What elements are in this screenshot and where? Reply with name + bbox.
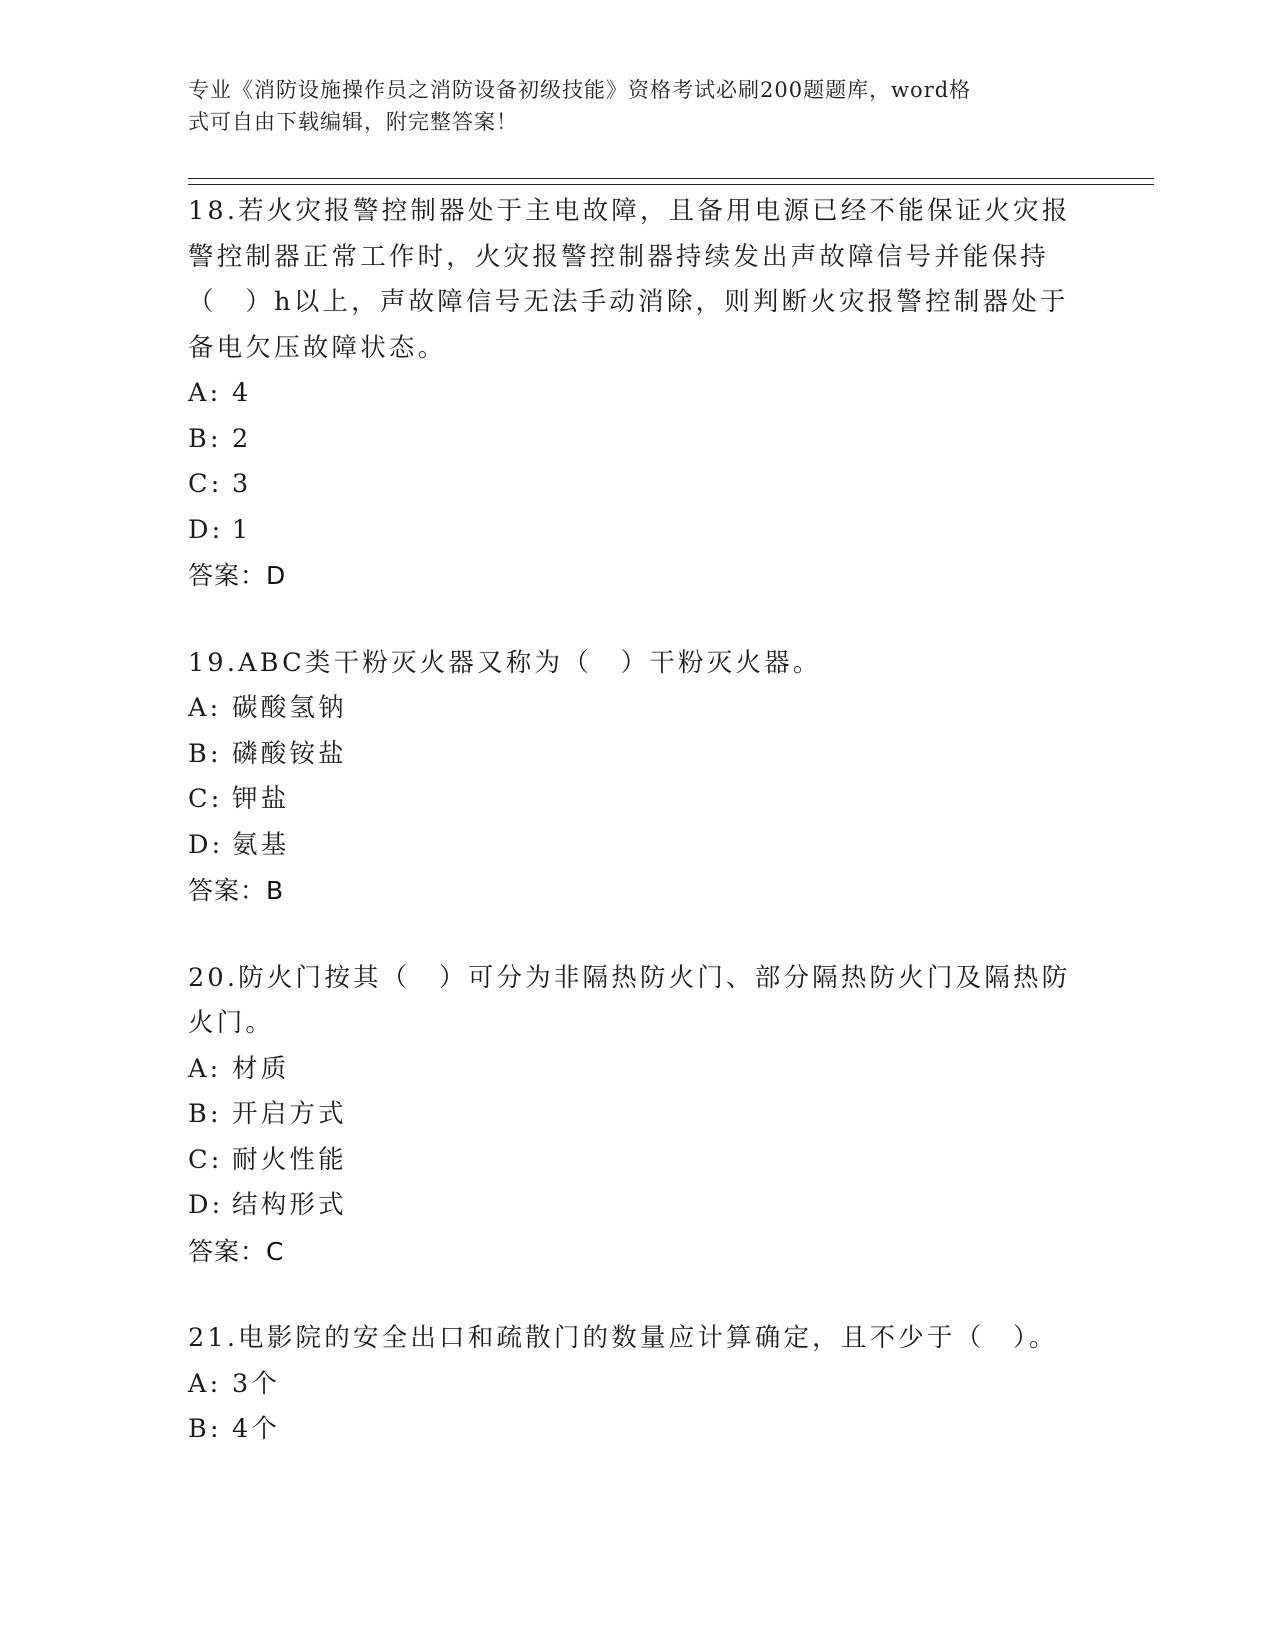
option-key: C: <box>188 469 223 499</box>
option-text: 4个 <box>232 1414 281 1444</box>
option-text: 钾盐 <box>232 784 290 814</box>
option-key: D: <box>188 514 224 545</box>
option-text: 材质 <box>232 1053 290 1084</box>
option-key: C: <box>188 1144 223 1175</box>
question-stem: 18.若火灾报警控制器处于主电故障，且备用电源已经不能保证火灾报警控制器正常工作时，火灾报警控制器持续发出声故障信号并能保持（ ）h以上，声故障信号无法手动消除，则判断火灾报警控制器处于备电欠压故障状态。 <box>188 196 1071 363</box>
option-text: 3个 <box>232 1368 281 1399</box>
option-key: A: <box>188 693 222 723</box>
option-a <box>188 1047 1088 1093</box>
option-a <box>188 1362 1088 1408</box>
option-d <box>188 823 1088 869</box>
option-text: 开启方式 <box>232 1099 347 1129</box>
option-key: D: <box>188 829 224 860</box>
option-text: 1 <box>232 514 252 545</box>
header-divider-top <box>188 178 1154 179</box>
option-key: A: <box>188 378 222 408</box>
option-a <box>188 371 1088 417</box>
document-header <box>188 74 1078 138</box>
option-text: 4 <box>232 378 252 408</box>
option-c <box>188 462 1088 508</box>
option-c <box>188 777 1088 823</box>
option-text: 磷酸铵盐 <box>232 738 347 769</box>
question-stem: 20.防火门按其（ ）可分为非隔热防火门、部分隔热防火门及隔热防火门。 <box>188 962 1071 1038</box>
header-title-line-1: 专业《消防设施操作员之消防设备初级技能》资格考试必刷200题题库，word格 <box>188 78 972 102</box>
question-18 <box>188 189 1088 599</box>
option-key: B: <box>188 1099 222 1129</box>
option-text: 2 <box>232 423 252 454</box>
option-text: 碳酸氢钠 <box>232 693 347 723</box>
question-list <box>188 189 1088 1495</box>
option-key: A: <box>188 1053 222 1084</box>
option-key: C: <box>188 784 223 814</box>
option-key: B: <box>188 738 222 769</box>
option-key: D: <box>188 1190 224 1220</box>
question-stem: 19.ABC类干粉灭火器又称为（ ）干粉灭火器。 <box>188 647 822 678</box>
answer-line: 答案：D <box>188 561 287 590</box>
option-key: B: <box>188 423 222 454</box>
question-19 <box>188 641 1088 914</box>
option-text: 3 <box>232 469 252 499</box>
answer-line: 答案：B <box>188 876 285 905</box>
question-21 <box>188 1316 1088 1453</box>
option-d <box>188 1183 1088 1229</box>
option-b <box>188 417 1088 463</box>
option-a <box>188 686 1088 732</box>
option-text: 耐火性能 <box>232 1144 347 1175</box>
option-d <box>188 508 1088 554</box>
header-divider-bottom <box>188 184 1154 185</box>
option-text: 结构形式 <box>232 1190 347 1220</box>
option-key: B: <box>188 1414 222 1444</box>
option-b <box>188 1092 1088 1138</box>
question-20 <box>188 956 1088 1275</box>
answer-line: 答案：C <box>188 1236 285 1266</box>
question-stem: 21.电影院的安全出口和疏散门的数量应计算确定，且不少于（ ）。 <box>188 1323 1058 1353</box>
header-title-line-2: 式可自由下载编辑，附完整答案！ <box>188 110 518 134</box>
option-key: A: <box>188 1368 222 1399</box>
option-b <box>188 1407 1088 1453</box>
option-text: 氨基 <box>232 829 290 860</box>
option-b <box>188 732 1088 778</box>
option-c <box>188 1138 1088 1184</box>
